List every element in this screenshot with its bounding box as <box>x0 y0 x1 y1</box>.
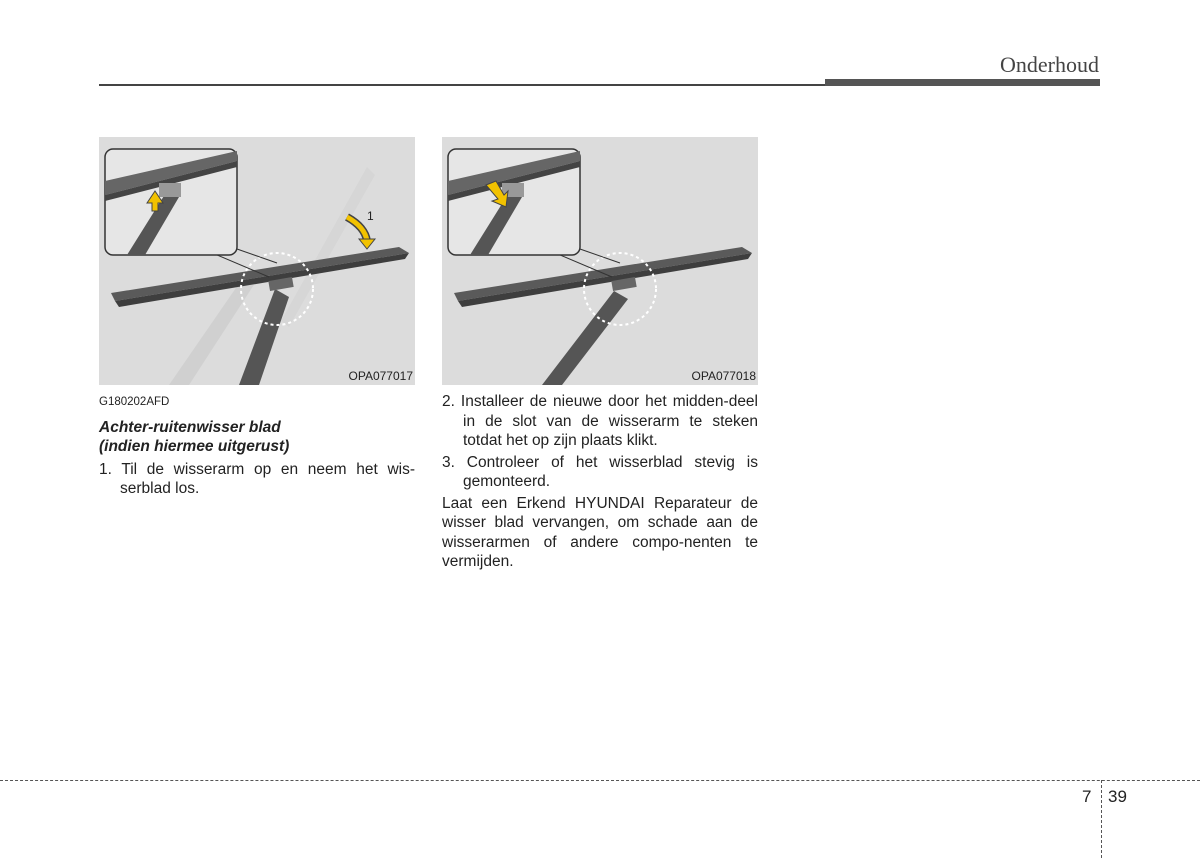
heading-line: Achter-ruitenwisser blad <box>99 418 281 436</box>
left-text-column <box>99 393 415 501</box>
dealer-paragraph: Laat een Erkend HYUNDAI Reparateur de wisser blad vervangen, om schade aan de wisserarmen of andere compo-nenten te vermijden. <box>442 494 758 570</box>
heading-line: (indien hiermee uitgerust) <box>99 438 290 455</box>
step-1: 1. Til de wisserarm op en neem het wis-serblad los. <box>99 460 415 497</box>
wiper-removal-illustration <box>99 137 415 385</box>
chapter-number: 7 <box>1082 787 1092 806</box>
reference-code: G180202AFD <box>99 396 170 408</box>
step-3: 3. Controleer of het wisserblad stevig is gemonteerd. <box>442 453 758 490</box>
right-text-column <box>442 392 758 572</box>
figure-install-wiper <box>442 137 758 385</box>
figure-code: OPA077017 <box>348 369 413 383</box>
section-title: Onderhoud <box>1000 52 1099 77</box>
figure-code: OPA077018 <box>691 369 756 383</box>
header-rule <box>99 84 825 86</box>
header-bar <box>825 79 1100 86</box>
figure-remove-wiper <box>99 137 415 385</box>
wiper-installation-illustration <box>442 137 758 385</box>
footer-divider <box>0 780 1200 781</box>
section-heading <box>99 418 415 457</box>
figure-callout-number: 1 <box>367 209 374 223</box>
footer-page-divider <box>1101 780 1102 858</box>
page-number: 39 <box>1108 787 1127 806</box>
step-2: 2. Installeer de nieuwe door het midden-deel in de slot van de wisserarm te steken totdat het op zijn plaats klikt. <box>442 393 758 449</box>
